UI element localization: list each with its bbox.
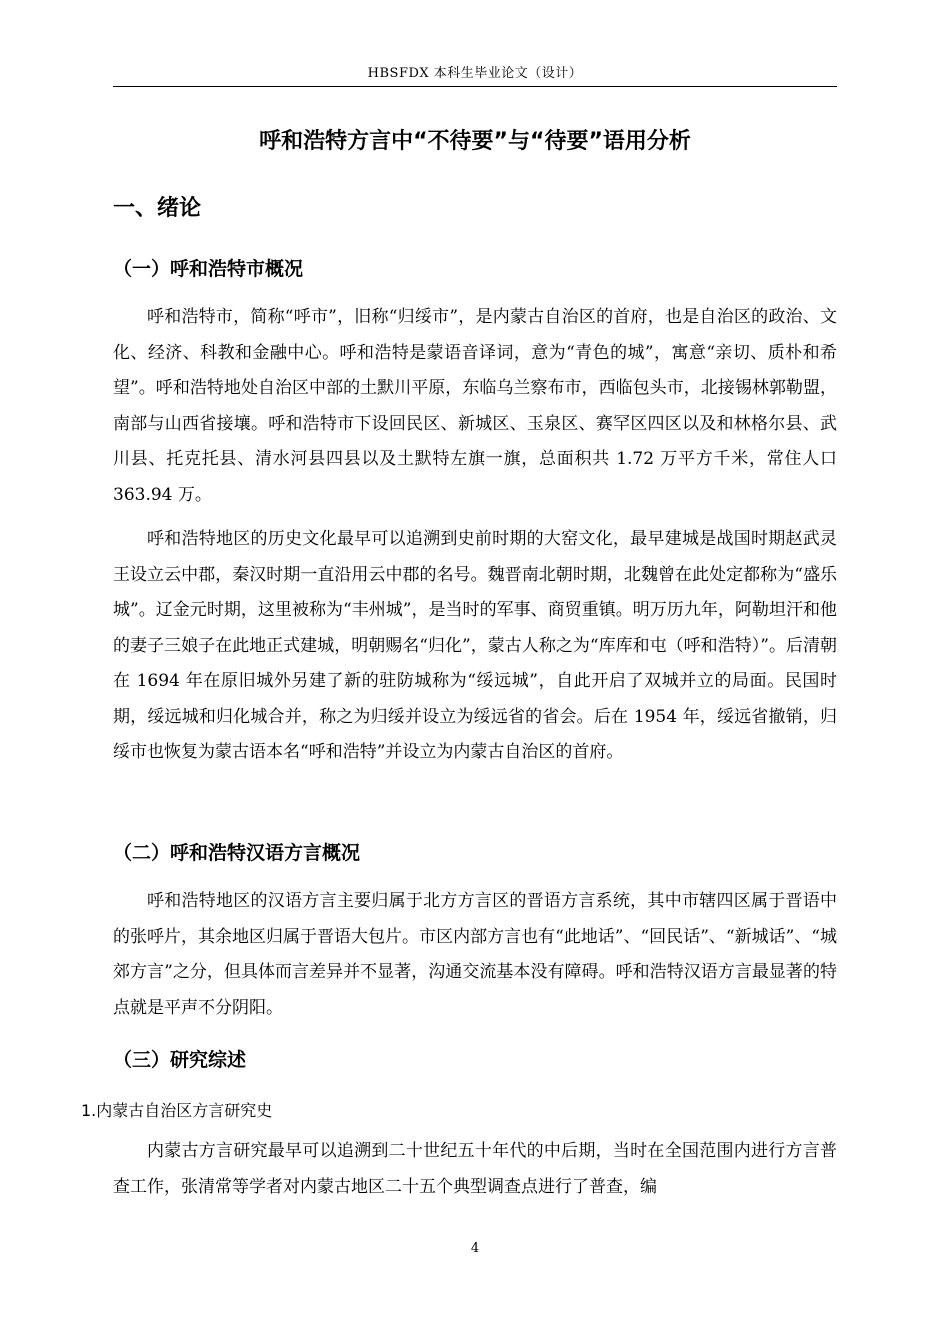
item-heading-research-history: 1.内蒙古自治区方言研究史 — [81, 1101, 273, 1120]
paper-title: 呼和浩特方言中“不待要”与“待要”语用分析 — [259, 129, 691, 154]
subsection-heading-dialect-overview: （二）呼和浩特汉语方言概况 — [113, 842, 361, 864]
paragraph-city-history: 呼和浩特地区的历史文化最早可以追溯到史前时期的大窑文化，最早建城是战国时期赵武灵王设立云中郡，秦汉时期一直沿用云中郡的名号。魏晋南北朝时期，北魏曾在此处定都称为“盛乐城”。辽金元时期，这里被称为“丰州城”，是当时的军事、商贸重镇。明万历九年，阿勒坦汗和他的妻子三娘子在此地正式建城，明朝赐名“归化”，蒙古人称之为“库库和屯（呼和浩特）”。后清朝在 1694 年在原旧城外另建了新的驻防城称为“绥远城”，自此开启了双城并立的局面。民国时期，绥远城和归化城合并，称之为归绥并设立为绥远省的省会。后在 1954 年，绥远省撤销，归绥市也恢复为蒙古语本名“呼和浩特”并设立为内蒙古自治区的首府。 — [113, 529, 837, 762]
subsection-heading-research-review: （三）研究综述 — [113, 1049, 247, 1071]
paragraph-city-overview: 呼和浩特市，简称“呼市”，旧称“归绥市”，是内蒙古自治区的首府，也是自治区的政治、文化、经济、科教和金融中心。呼和浩特是蒙语音译词，意为“青色的城”，寓意“亲切、质朴和希望”。呼和浩特地处自治区中部的土默川平原，东临乌兰察布市，西临包头市，北接锡林郭勒盟，南部与山西省接壤。呼和浩特市下设回民区、新城区、玉泉区、赛罕区四区以及和林格尔县、武川县、托克托县、清水河县四县以及土默特左旗一旗，总面积共 1.72 万平方千米，常住人口 363.94 万。 — [113, 307, 837, 505]
paragraph-research-history: 内蒙古方言研究最早可以追溯到二十世纪五十年代的中后期，当时在全国范围内进行方言普查工作，张清常等学者对内蒙古地区二十五个典型调查点进行了普查，编 — [113, 1141, 837, 1197]
paragraph-dialect-overview: 呼和浩特地区的汉语方言主要归属于北方方言区的晋语方言系统，其中市辖四区属于晋语中的张呼片，其余地区归属于晋语大包片。市区内部方言也有“此地话”、“回民话”、“新城话”、“城郊方言”之分，但具体而言差异并不显著，沟通交流基本没有障碍。呼和浩特汉语方言最显著的特点就是平声不分阴阳。 — [113, 891, 837, 1018]
running-header: HBSFDX 本科生毕业论文（设计） — [367, 66, 583, 81]
subsection-heading-city-overview: （一）呼和浩特市概况 — [113, 258, 304, 280]
section-heading-introduction: 一、绪论 — [113, 196, 202, 221]
header-rule — [113, 86, 837, 87]
page-number: 4 — [470, 1241, 480, 1256]
